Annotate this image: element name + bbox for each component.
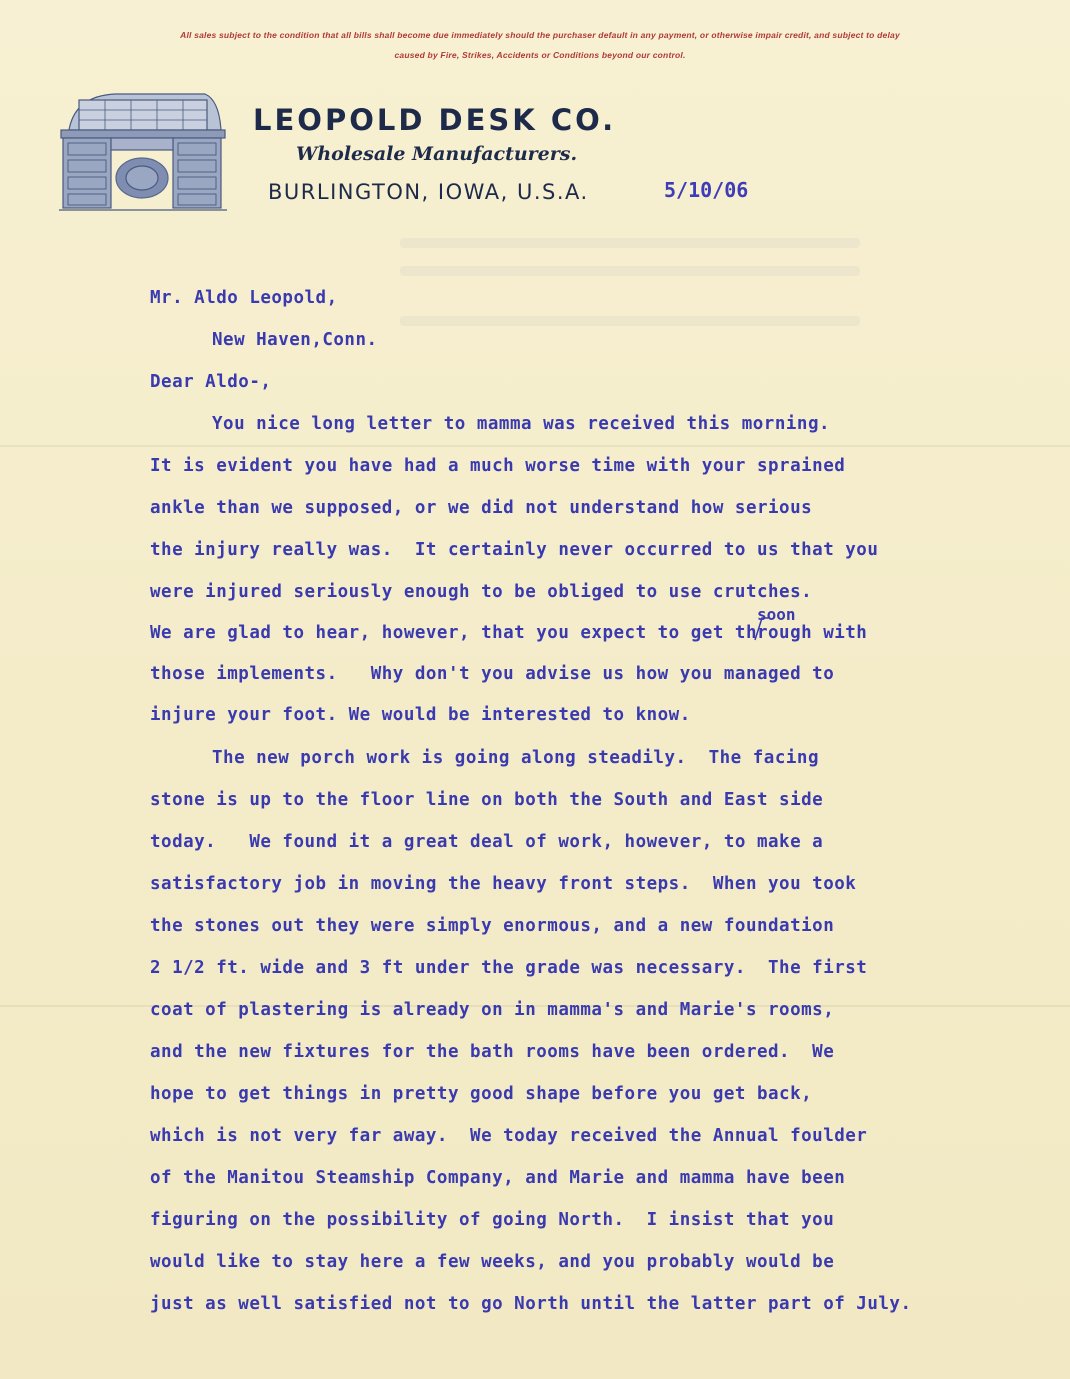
bleed-through bbox=[400, 266, 860, 276]
bleed-through bbox=[400, 238, 860, 248]
letter-date: 5/10/06 bbox=[664, 178, 749, 202]
recipient-name: Mr. Aldo Leopold, bbox=[150, 288, 338, 308]
body-line: just as well satisfied not to go North until the latter part of July. bbox=[150, 1294, 912, 1314]
recipient-place: New Haven,Conn. bbox=[212, 330, 378, 350]
disclaimer-line-2: caused by Fire, Strikes, Accidents or Conditions beyond our control. bbox=[394, 50, 686, 60]
body-line: would like to stay here a few weeks, and you probably would be bbox=[150, 1252, 835, 1272]
insertion-caret-icon bbox=[752, 615, 770, 641]
body-line: hope to get things in pretty good shape before you get back, bbox=[150, 1084, 813, 1104]
body-line: the injury really was. It certainly never occurred to us that you bbox=[150, 540, 879, 560]
body-line: stone is up to the floor line on both the South and East side bbox=[150, 790, 824, 810]
roll-top-desk-logo-icon bbox=[55, 90, 230, 215]
salutation: Dear Aldo-, bbox=[150, 372, 272, 392]
body-line: 2 1/2 ft. wide and 3 ft under the grade was necessary. The first bbox=[150, 958, 868, 978]
body-line: of the Manitou Steamship Company, and Marie and mamma have been bbox=[150, 1168, 846, 1188]
body-line: The new porch work is going along steadily. The facing bbox=[212, 748, 819, 768]
body-line: You nice long letter to mamma was received this morning. bbox=[212, 414, 831, 434]
body-line: We are glad to hear, however, that you expect to get through with bbox=[150, 623, 868, 643]
handwritten-insertion: soon bbox=[757, 605, 796, 624]
body-line: and the new fixtures for the bath rooms have been ordered. We bbox=[150, 1042, 835, 1062]
body-line: It is evident you have had a much worse time with your sprained bbox=[150, 456, 846, 476]
body-line: which is not very far away. We today received the Annual foulder bbox=[150, 1126, 868, 1146]
body-line: ankle than we supposed, or we did not understand how serious bbox=[150, 498, 813, 518]
disclaimer-line-1: All sales subject to the condition that all bills shall become due immediately should the purchaser default in any payment, or otherwise impair credit, and subject to delay bbox=[180, 30, 900, 40]
company-tagline: Wholesale Manufacturers. bbox=[296, 143, 578, 165]
body-line: were injured seriously enough to be obliged to use crutches. bbox=[150, 582, 813, 602]
bleed-through bbox=[400, 316, 860, 326]
company-name: LEOPOLD DESK CO. bbox=[253, 103, 617, 137]
body-line: the stones out they were simply enormous, and a new foundation bbox=[150, 916, 835, 936]
body-line: coat of plastering is already on in mamma's and Marie's rooms, bbox=[150, 1000, 835, 1020]
paper-fold bbox=[0, 445, 1070, 447]
company-city: BURLINGTON, IOWA, U.S.A. bbox=[268, 180, 589, 204]
body-line: satisfactory job in moving the heavy front steps. When you took bbox=[150, 874, 857, 894]
body-line: injure your foot. We would be interested to know. bbox=[150, 705, 691, 725]
body-line: today. We found it a great deal of work, however, to make a bbox=[150, 832, 824, 852]
body-line: those implements. Why don't you advise us how you managed to bbox=[150, 664, 835, 684]
body-line: figuring on the possibility of going North. I insist that you bbox=[150, 1210, 835, 1230]
